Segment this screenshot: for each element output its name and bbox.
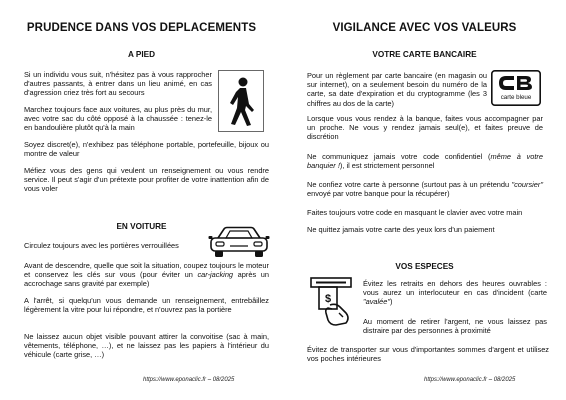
section-heading-especes: VOS ESPECES xyxy=(395,262,454,271)
en-voiture-paragraph-2: Avant de descendre, quelle que soit la situation, coupez toujours le moteur et conservez les clés sur vous (pour éviter un car-jacking après un accrochage sans gravité par exemple) xyxy=(24,261,269,289)
section-heading-carte-bancaire: VOTRE CARTE BANCAIRE xyxy=(372,50,477,59)
section-heading-a-pied: A PIED xyxy=(128,50,155,59)
svg-text:$: $ xyxy=(324,293,332,305)
car-icon xyxy=(208,225,270,261)
right-title: VIGILANCE AVEC VOS VALEURS xyxy=(332,22,517,34)
especes-paragraph-3: Évitez de transporter sur vous d'importantes sommes d'argent et utilisez vos poches intérieures xyxy=(307,345,549,364)
especes-paragraph-1: Évitez les retraits en dehors des heures ouvrables : vous aurez un interlocuteur en cas d'incident (carte "avalée") xyxy=(363,279,547,307)
carte-paragraph-2: Lorsque vous vous rendez à la banque, faites vous accompagner par un proche. Ne vous y rendez jamais seul(e), et faites preuve de discrétion xyxy=(307,114,543,142)
en-voiture-paragraph-3: A l'arrêt, si quelqu'un vous demande un renseignement, entrebâillez légèrement la vitre pour lui répondre, et n'ouvrez pas la portière xyxy=(24,296,269,315)
left-title: PRUDENCE DANS VOS DEPLACEMENTS xyxy=(26,22,257,34)
en-voiture-paragraph-1: Circulez toujours avec les portières verrouillées xyxy=(24,241,179,250)
carte-paragraph-1: Pour un règlement par carte bancaire (en magasin ou sur internet), on a seulement besoin du numéro de la carte, sa date d'expiration et du cryptogramme (les 3 chiffres au dos de la carte) xyxy=(307,71,487,108)
a-pied-paragraph-2: Marchez toujours face aux voitures, au plus près du mur, avec votre sac du côté opposé à la chaussée : tenez-le en bandoulière plutôt qu'à la main xyxy=(24,105,212,133)
left-footer: https://www.eponaclic.fr – 08/2025 xyxy=(143,377,235,383)
en-voiture-paragraph-4: Ne laissez aucun objet visible pouvant attirer la convoitise (sac à main, vêtements, téléphone, …), et ne laissez pas les papiers à l'intérieur du véhicule (carte grise, …) xyxy=(24,332,269,360)
carte-paragraph-6: Ne quittez jamais votre carte des yeux lors d'un paiement xyxy=(307,225,495,234)
carte-bleue-logo-text: carte bleue xyxy=(500,94,532,101)
right-footer: https://www.eponaclic.fr – 08/2025 xyxy=(424,377,516,383)
carte-paragraph-3: Ne communiquez jamais votre code confidentiel (même à votre banquier !), il est strictement personnel xyxy=(307,152,543,171)
carte-paragraph-5: Faites toujours votre code en masquant le clavier avec votre main xyxy=(307,208,523,217)
a-pied-paragraph-4: Méfiez vous des gens qui veulent un renseignement ou vous rendre service. Il peut s'agir d'un prétexte pour profiter de votre inattention afin de vous voler xyxy=(24,166,269,194)
pedestrian-icon xyxy=(218,70,264,132)
atm-cash-icon xyxy=(310,277,352,327)
section-heading-en-voiture: EN VOITURE xyxy=(116,222,167,231)
right-column xyxy=(283,0,566,400)
carte-paragraph-4: Ne confiez votre carte à personne (surtout pas à un prétendu "coursier" envoyé par votre banque pour la récupérer) xyxy=(307,180,543,199)
a-pied-paragraph-3: Soyez discret(e), n'exhibez pas téléphone portable, portefeuille, bijoux ou montre de valeur xyxy=(24,140,269,159)
a-pied-paragraph-1: Si un individu vous suit, n'hésitez pas à vous rapprocher d'autres passants, à entrer dans un lieu animé, en cas d'agression criez très fort au secours xyxy=(24,70,212,98)
especes-paragraph-2: Au moment de retirer l'argent, ne vous laissez pas distraire par des personnes à proximité xyxy=(363,317,547,336)
